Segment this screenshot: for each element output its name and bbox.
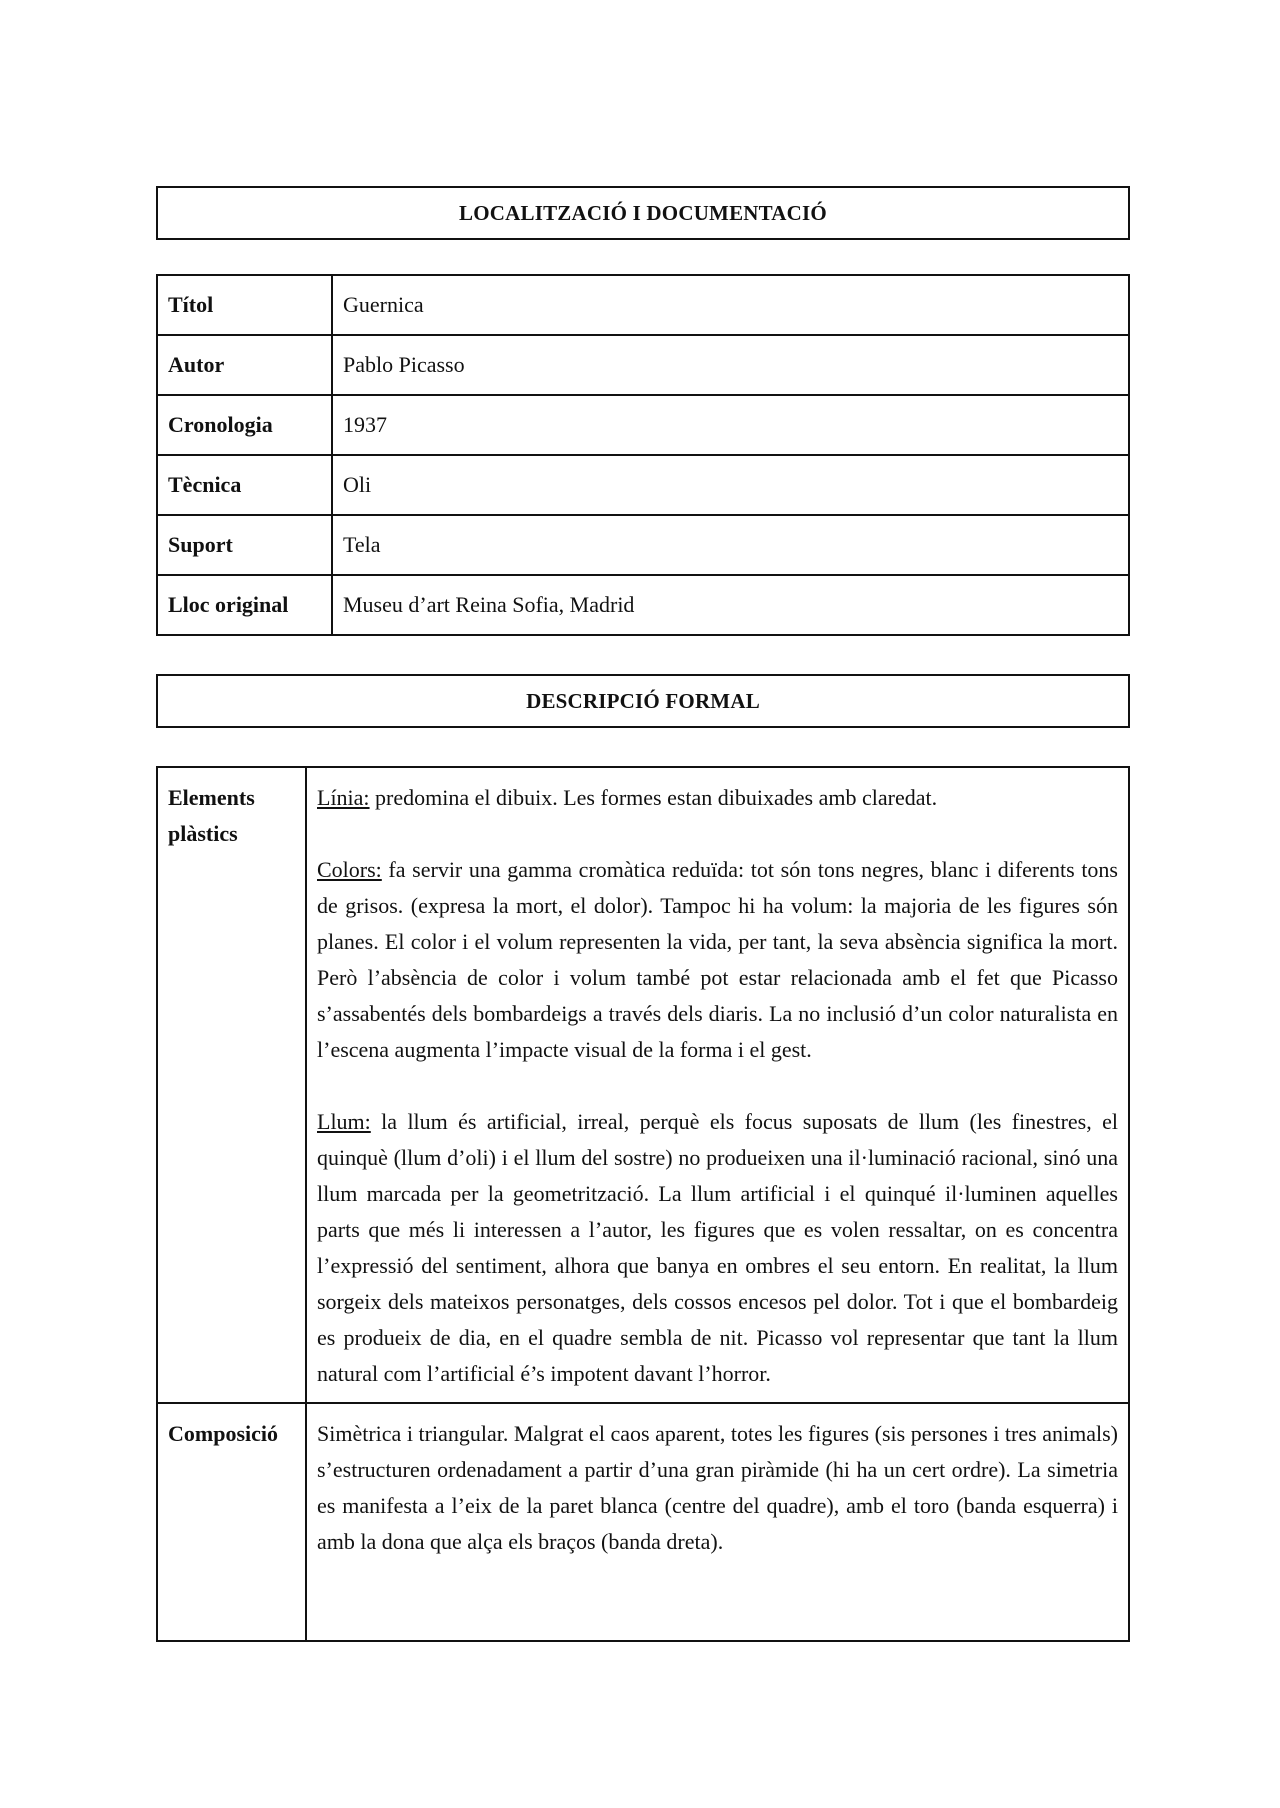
row-value: Oli (332, 455, 1129, 515)
row-label: Cronologia (157, 395, 332, 455)
llum-paragraph (317, 1104, 1118, 1392)
row-label: Títol (157, 275, 332, 335)
info-table (156, 274, 1130, 636)
table-row (157, 575, 1129, 635)
description-table (156, 766, 1130, 1642)
linia-paragraph (317, 780, 1118, 816)
row-label-composicio: Composició (157, 1403, 306, 1641)
row-value: Museu d’art Reina Sofia, Madrid (332, 575, 1129, 635)
linia-term: Línia: (317, 785, 370, 810)
table-row (157, 335, 1129, 395)
row-value: 1937 (332, 395, 1129, 455)
colors-text: fa servir una gamma cromàtica reduïda: tot són tons negres, blanc i diferents tons de grisos. (expresa la mort, el dolor). Tampoc hi ha volum: la majoria de les figures són planes. El color i el volum representen la vida, per tant, la seva absència significa la mort. Però l’absència de color i volum també pot estar relacionada amb el fet que Picasso s’assabentés dels bombardeigs a través dels diaris. La no inclusió d’un color naturalista en l’escena augmenta l’impacte visual de la forma i el gest. (317, 857, 1118, 1062)
table-row (157, 1403, 1129, 1641)
table-row (157, 767, 1129, 1403)
composicio-content: Simètrica i triangular. Malgrat el caos aparent, totes les figures (sis persones i tres animals) s’estructuren ordenadament a partir d’una gran piràmide (hi ha un cert ordre). La simetria es manifesta a l’eix de la paret blanca (centre del quadre), amb el toro (banda esquerra) i amb la dona que alça els braços (banda dreta). (306, 1403, 1129, 1641)
linia-text: predomina el dibuix. Les formes estan dibuixades amb claredat. (369, 785, 938, 810)
row-label: Tècnica (157, 455, 332, 515)
colors-term: Colors: (317, 857, 382, 882)
row-value: Tela (332, 515, 1129, 575)
row-value: Guernica (332, 275, 1129, 335)
elements-content (306, 767, 1129, 1403)
llum-text: la llum és artificial, irreal, perquè els focus suposats de llum (les finestres, el quinquè (llum d’oli) i el llum del sostre) no produeixen una il·luminació racional, sinó una llum marcada per la geometrització. La llum artificial i el quinqué il·luminen aquelles parts que més li interessen a l’autor, les figures que es volen ressaltar, on es concentra l’expressió del sentiment, alhora que banya en ombres el seu entorn. En realitat, la llum sorgeix dels mateixos personatges, dels cossos encesos pel dolor. Tot i que el bombardeig es produeix de dia, en el quadre sembla de nit. Picasso vol representar que tant la llum natural com l’artificial é’s impotent davant l’horror. (317, 1109, 1118, 1386)
section-title-descripcio: DESCRIPCIÓ FORMAL (156, 674, 1130, 728)
table-row (157, 455, 1129, 515)
document-page (156, 186, 1130, 1642)
section-title-localitzacio: LOCALITZACIÓ I DOCUMENTACIÓ (156, 186, 1130, 240)
row-label: Suport (157, 515, 332, 575)
row-label: Autor (157, 335, 332, 395)
llum-term: Llum: (317, 1109, 371, 1134)
table-row (157, 515, 1129, 575)
table-row (157, 275, 1129, 335)
row-label-elements: Elements plàstics (157, 767, 306, 1403)
row-label: Lloc original (157, 575, 332, 635)
table-row (157, 395, 1129, 455)
row-value: Pablo Picasso (332, 335, 1129, 395)
colors-paragraph (317, 852, 1118, 1068)
